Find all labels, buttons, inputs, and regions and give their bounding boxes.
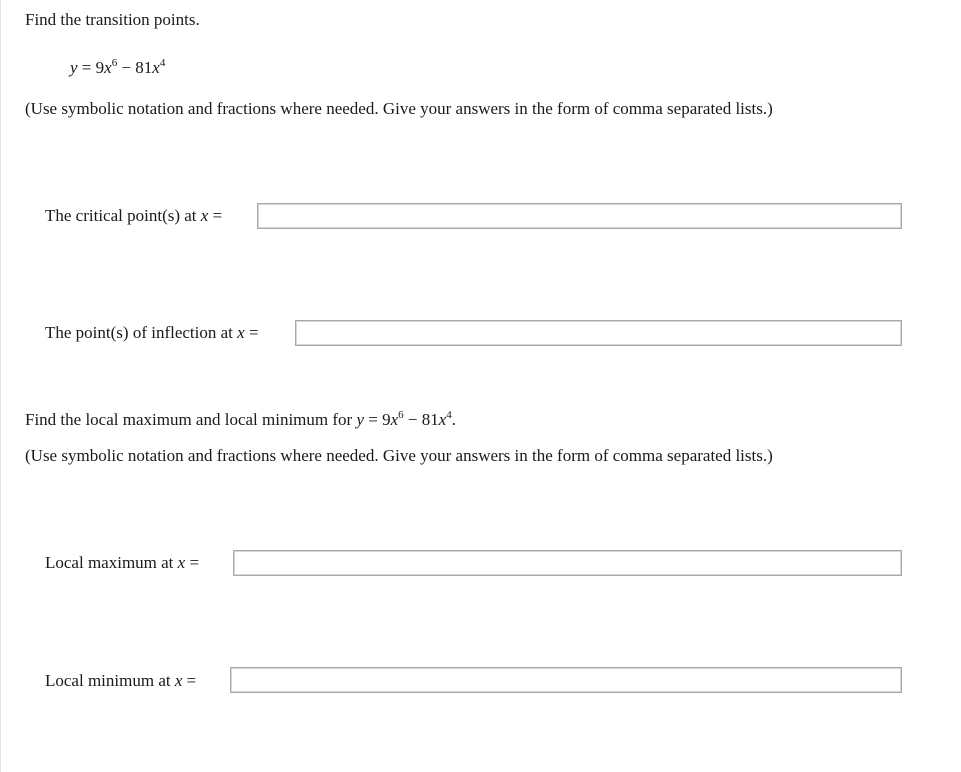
transition-points-heading: Find the transition points. xyxy=(25,10,200,29)
local-maximum-label: Local maximum at x = xyxy=(45,553,200,572)
function-equation: $y = 9x^6 - 81x^4$ xyxy=(70,57,166,77)
inflection-points-input[interactable] xyxy=(295,320,902,346)
page-left-border xyxy=(0,0,1,772)
inflection-points-label: The point(s) of inflection at x = xyxy=(45,323,259,342)
local-extrema-heading: Find the local maximum and local minimum for $y = 9x^6 - 81x^4$. xyxy=(25,409,457,429)
local-maximum-input[interactable] xyxy=(233,550,902,576)
critical-points-input[interactable] xyxy=(257,203,902,229)
critical-points-label: The critical point(s) at x = xyxy=(45,206,223,225)
local-minimum-label: Local minimum at x = xyxy=(45,671,197,690)
instructions-text: (Use symbolic notation and fractions where needed. Give your answers in the form of comma separated lists.) xyxy=(25,99,773,118)
local-minimum-input[interactable] xyxy=(230,667,902,693)
instructions-text-2: (Use symbolic notation and fractions where needed. Give your answers in the form of comma separated lists.) xyxy=(25,446,773,465)
